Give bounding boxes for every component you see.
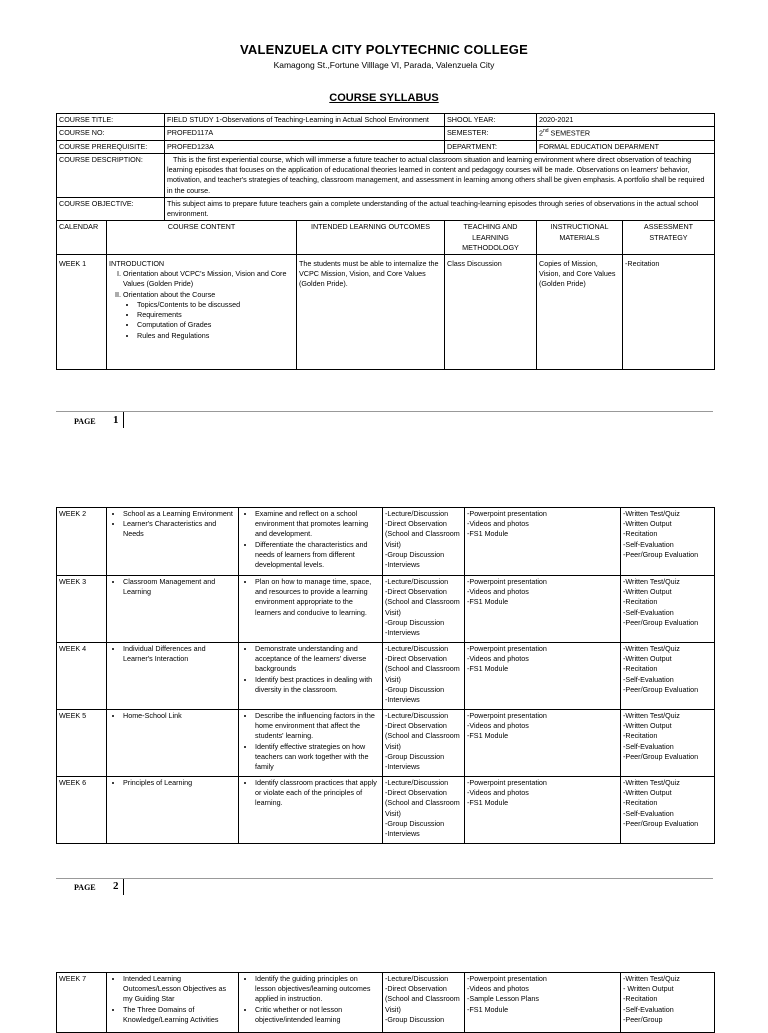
page1-number: 1 (113, 414, 119, 426)
prereq-label: COURSE PREREQUISITE: (57, 140, 165, 153)
week-methodology-item: -Lecture/Discussion (385, 974, 449, 983)
page1-separator (123, 412, 124, 428)
week1-intro: INTRODUCTION (109, 259, 165, 269)
week-materials (465, 777, 621, 844)
week-outcomes-item: • Demonstrate understanding and acceptance of the learners' diverse backgrounds (255, 644, 380, 675)
week-materials-item: -FS1 Module (467, 798, 509, 808)
info-row-prereq (57, 140, 715, 153)
week-materials-item: -Videos and photos (467, 587, 529, 597)
week-methodology (383, 777, 465, 844)
week-content-list (109, 778, 236, 788)
week-outcomes-list (241, 778, 380, 809)
week-methodology-item: -Interviews (385, 560, 420, 570)
week-methodology-list (385, 778, 462, 839)
week-assessment (621, 710, 715, 777)
week-methodology-list (385, 974, 462, 1025)
page2-separator (123, 879, 124, 895)
week-assessment-item: -Self-Evaluation (623, 1004, 674, 1014)
week-content-item: • Learner's Characteristics and Needs (123, 519, 236, 539)
page2-number: 2 (113, 880, 119, 892)
week-outcomes-item: • Describe the influencing factors in the home environment that affect the students' learning. (255, 711, 380, 742)
week-methodology-item: -Group Discussion (385, 684, 445, 694)
week1-items (109, 269, 294, 341)
col-outcomes: INTENDED LEARNING OUTCOMES (297, 221, 445, 255)
semester-value (537, 127, 715, 141)
week-methodology-item: -Direct Observation (School and Classroom Visit) (385, 519, 460, 549)
week-methodology-item: -Lecture/Discussion (385, 644, 449, 653)
week-outcomes-item: • Plan on how to manage time, space, and resources to provide a learning environment appropriate to the learners and conducive to learning. (255, 577, 380, 618)
week-assessment (621, 777, 715, 844)
week1-sub-item: • Requirements (137, 310, 294, 320)
syllabus-table-page1 (56, 113, 715, 370)
week-materials-item: -Videos and photos (467, 519, 529, 529)
week-content-item: • School as a Learning Environment (123, 509, 236, 519)
week-assessment-list (623, 974, 712, 1025)
week-methodology-item: -Group Discussion (385, 818, 445, 828)
description-value: This is the first experiential course, which will immerse a future teacher to actual classroom situation and learning environment where direct observation of teaching learning episodes that focuses on the application of educational theories learned in content and pedagogy courses will be made. Observations on learners' behavior, motivation, and teacher's strategies of teaching, classroom management, and assessment in learning among others shall be given emphasis. A portfolio shall be required in the course. (165, 154, 715, 198)
week-methodology (383, 508, 465, 576)
week-label: WEEK 6 (57, 777, 107, 844)
week-assessment-item: -Self-Evaluation (623, 539, 674, 549)
week-label: WEEK 3 (57, 576, 107, 643)
week-assessment-item: -Written Test/Quiz (623, 711, 680, 720)
objective-label: COURSE OBJECTIVE: (57, 197, 165, 220)
week-assessment-item: -Peer/Group Evaluation (623, 549, 699, 559)
week-materials-item: -Videos and photos (467, 788, 529, 798)
week1-methodology: Class Discussion (445, 255, 537, 370)
week-materials-item: -FS1 Module (467, 1004, 509, 1014)
week-materials-item: -Videos and photos (467, 721, 529, 731)
week-methodology-item: -Group Discussion (385, 549, 445, 559)
week-materials-item: -FS1 Module (467, 529, 509, 539)
week1-item-text: Orientation about the Course (123, 289, 216, 299)
prereq-value: PROFED123A (165, 140, 445, 153)
week-outcomes (239, 508, 383, 576)
week1-row (57, 255, 715, 370)
week-label: WEEK 2 (57, 508, 107, 576)
page1-footer-line (56, 411, 713, 412)
col-methodology: TEACHING AND LEARNING METHODOLOGY (445, 221, 537, 255)
course-no-value: PROFED117A (165, 127, 445, 141)
week-assessment-item: -Written Output (623, 654, 672, 664)
college-name: VALENZUELA CITY POLYTECHNIC COLLEGE (240, 42, 528, 57)
week-assessment-item: -Self-Evaluation (623, 674, 674, 684)
week-outcomes-list (241, 509, 380, 570)
week-materials-list (467, 644, 618, 675)
week-outcomes (239, 777, 383, 844)
week-assessment-item: -Written Test/Quiz (623, 974, 680, 983)
week-assessment-item: -Self-Evaluation (623, 741, 674, 751)
course-title-value: FIELD STUDY 1-Observations of Teaching-Learning in Actual School Environment (165, 114, 445, 127)
week-assessment-item: -Recitation (623, 731, 658, 741)
week-assessment-item: -Peer/Group (623, 1014, 663, 1024)
college-address: Kamagong St.,Fortune Villlage VI, Parada, Valenzuela City (273, 60, 495, 70)
week-materials-list (467, 974, 618, 1015)
week-content-item: • Individual Differences and Learner's Interaction (123, 644, 236, 664)
week-assessment-item: -Peer/Group Evaluation (623, 751, 699, 761)
week-assessment-item: -Recitation (623, 664, 658, 674)
week-assessment-item: -Written Test/Quiz (623, 509, 680, 518)
week-materials (465, 576, 621, 643)
week-assessment-item: -Peer/Group Evaluation (623, 617, 699, 627)
week1-sub-item: • Computation of Grades (137, 320, 294, 330)
col-calendar: CALENDAR (57, 221, 107, 255)
week-content-list (109, 644, 236, 664)
department-label: DEPARTMENT: (445, 140, 537, 153)
semester-sup: nd (543, 128, 549, 135)
week-assessment-list (623, 778, 712, 829)
info-row-title (57, 114, 715, 127)
week-materials-item: -Powerpoint presentation (467, 644, 547, 653)
week1-materials: Copies of Mission, Vision, and Core Values (Golden Pride) (537, 255, 623, 370)
week-methodology-list (385, 644, 462, 705)
week1-label: WEEK 1 (57, 255, 107, 370)
week-label: WEEK 7 (57, 973, 107, 1033)
week-methodology-item: -Lecture/Discussion (385, 711, 449, 720)
week-assessment-item: -Recitation (623, 529, 658, 539)
week-methodology-item: -Group Discussion (385, 1014, 445, 1024)
week-materials-item: -Powerpoint presentation (467, 509, 547, 518)
week-outcomes-list (241, 644, 380, 695)
week-content (107, 643, 239, 710)
week-content-item: • Home-School Link (123, 711, 236, 721)
week-content-list (109, 711, 236, 721)
week-assessment-item: -Written Output (623, 587, 672, 597)
week1-sub-items (123, 300, 294, 341)
week-materials (465, 710, 621, 777)
week-materials-list (467, 577, 618, 608)
week-content (107, 777, 239, 844)
week-content-list (109, 577, 236, 597)
week1-assessment: -Recitation (623, 255, 715, 370)
week-outcomes-item: • Differentiate the characteristics and needs of learners from different developmental levels. (255, 540, 380, 571)
school-year-label: SHOOL YEAR: (445, 114, 537, 127)
week-materials-item: -Powerpoint presentation (467, 974, 547, 983)
week-materials-item: -Videos and photos (467, 984, 529, 994)
week-outcomes (239, 643, 383, 710)
course-no-label: COURSE NO: (57, 127, 165, 141)
week-methodology-item: -Interviews (385, 762, 420, 772)
week-methodology (383, 643, 465, 710)
week-outcomes-item: • Identify best practices in dealing with diversity in the classroom. (255, 675, 380, 695)
week-outcomes-item: • Examine and reflect on a school environment that promotes learning and development. (255, 509, 380, 540)
semester-num: 2 (539, 128, 543, 138)
week-methodology-item: -Direct Observation (School and Classroom Visit) (385, 788, 460, 818)
week-methodology-item: -Direct Observation (School and Classroom Visit) (385, 654, 460, 684)
week-materials-item: -Videos and photos (467, 654, 529, 664)
page1-label: PAGE (74, 417, 96, 426)
description-label: COURSE DESCRIPTION: (57, 154, 165, 198)
column-header-row (57, 221, 715, 255)
week-materials-list (467, 509, 618, 540)
week-content (107, 576, 239, 643)
week-content-item: • Classroom Management and Learning (123, 577, 236, 597)
week-content (107, 508, 239, 576)
week-materials-item: -FS1 Module (467, 597, 509, 607)
week-materials (465, 508, 621, 576)
week-methodology-list (385, 711, 462, 772)
syllabus-title-text: COURSE SYLLABUS (329, 92, 439, 104)
week-content (107, 710, 239, 777)
week-methodology-list (385, 577, 462, 638)
week-assessment-item: -Written Output (623, 788, 672, 798)
week-assessment (621, 576, 715, 643)
week-assessment-list (623, 509, 712, 560)
week-materials-list (467, 778, 618, 809)
week1-sub-item: • Rules and Regulations (137, 331, 294, 341)
department-value: FORMAL EDUCATION DEPARMENT (537, 140, 715, 153)
week-materials (465, 643, 621, 710)
week-row (57, 576, 715, 643)
week-assessment (621, 643, 715, 710)
info-row-objective (57, 197, 715, 220)
col-assessment: ASSESSMENT STRATEGY (623, 221, 715, 255)
week-assessment-item: -Self-Evaluation (623, 808, 674, 818)
week-methodology-item: -Interviews (385, 695, 420, 705)
week-assessment-item: -Written Test/Quiz (623, 778, 680, 787)
week-assessment-item: -Written Output (623, 519, 672, 529)
week-row (57, 508, 715, 576)
week-materials-item: -Powerpoint presentation (467, 778, 547, 787)
week-assessment-item: -Written Test/Quiz (623, 577, 680, 586)
week-assessment-item: -Written Test/Quiz (623, 644, 680, 653)
week-methodology-list (385, 509, 462, 570)
week-row (57, 777, 715, 844)
week-assessment-item: -Peer/Group Evaluation (623, 818, 699, 828)
week-outcomes (239, 710, 383, 777)
semester-word: SEMESTER (548, 128, 591, 138)
page2-label: PAGE (74, 883, 96, 892)
week-content-item: • Intended Learning Outcomes/Lesson Objectives as my Guiding Star (123, 974, 236, 1005)
week-outcomes-item: • Critic whether or not lesson objective/intended learning (255, 1005, 380, 1025)
week-label: WEEK 4 (57, 643, 107, 710)
week1-content (107, 255, 297, 370)
page2-footer-line (56, 878, 713, 879)
week-materials-item: -FS1 Module (467, 664, 509, 674)
week-methodology-item: -Group Discussion (385, 751, 445, 761)
week-assessment-item: -Written Output (623, 721, 672, 731)
semester-label: SEMESTER: (445, 127, 537, 141)
week1-item: I. Orientation about VCPC's Mission, Vision and Core Values (Golden Pride) (123, 269, 294, 289)
week-materials-item: -Sample Lesson Plans (467, 994, 539, 1004)
syllabus-table-page2 (56, 507, 715, 844)
week-assessment-item: -Recitation (623, 994, 658, 1004)
week-assessment-item: - Written Output (623, 984, 674, 994)
week-methodology (383, 710, 465, 777)
school-year-value: 2020-2021 (537, 114, 715, 127)
objective-value: This subject aims to prepare future teachers gain a complete understanding of the actual teaching-learning episodes through series of observations in the actual school environment. (165, 197, 715, 220)
week-materials-list (467, 711, 618, 742)
week-methodology-item: -Direct Observation (School and Classroom Visit) (385, 721, 460, 751)
week-outcomes-list (241, 577, 380, 618)
course-title-label: COURSE TITLE: (57, 114, 165, 127)
info-row-courseno (57, 127, 715, 141)
week-outcomes-item: • Identify classroom practices that apply or violate each of the principles of learning. (255, 778, 380, 809)
week-methodology-item: -Lecture/Discussion (385, 577, 449, 586)
week-materials-item: -Powerpoint presentation (467, 577, 547, 586)
col-materials: INSTRUCTIONAL MATERIALS (537, 221, 623, 255)
week-content-list (109, 509, 236, 540)
week-materials-item: -Powerpoint presentation (467, 711, 547, 720)
week-assessment-list (623, 577, 712, 628)
week-assessment-item: -Self-Evaluation (623, 607, 674, 617)
week1-outcome: The students must be able to internalize the VCPC Mission, Vision, and Core Values (Golden Pride). (297, 255, 445, 370)
week-methodology-item: -Lecture/Discussion (385, 778, 449, 787)
week-methodology-item: -Interviews (385, 628, 420, 638)
week-methodology-item: -Group Discussion (385, 617, 445, 627)
week-outcomes-item: • Identify the guiding principles on lesson objectives/learning outcomes applied in instruction. (255, 974, 380, 1005)
week-assessment (621, 508, 715, 576)
syllabus-title (0, 92, 768, 104)
week1-item (123, 290, 294, 341)
week-outcomes-list (241, 974, 380, 1025)
week-methodology-item: -Lecture/Discussion (385, 509, 449, 518)
week-assessment-item: -Recitation (623, 798, 658, 808)
week-label: WEEK 5 (57, 710, 107, 777)
week-methodology-item: -Direct Observation (School and Classroom Visit) (385, 984, 460, 1014)
week-methodology (383, 576, 465, 643)
week-assessment-item: -Peer/Group Evaluation (623, 684, 699, 694)
week-assessment-item: -Recitation (623, 597, 658, 607)
week-assessment-list (623, 644, 712, 695)
week-outcomes-list (241, 711, 380, 772)
week-assessment-list (623, 711, 712, 762)
week-row (57, 710, 715, 777)
info-row-description (57, 154, 715, 198)
week-methodology-item: -Interviews (385, 829, 420, 839)
week-content-item: • Principles of Learning (123, 778, 236, 788)
week-row (57, 643, 715, 710)
week-methodology-item: -Direct Observation (School and Classroom Visit) (385, 587, 460, 617)
week1-sub-item: • Topics/Contents to be discussed (137, 300, 294, 310)
week-materials-item: -FS1 Module (467, 731, 509, 741)
week-outcomes-item: • Identify effective strategies on how teachers can work together with the family (255, 742, 380, 773)
week-content-list (109, 974, 236, 1025)
week-outcomes (239, 576, 383, 643)
col-content: COURSE CONTENT (107, 221, 297, 255)
week-content-item: • The Three Domains of Knowledge/Learning Activities (123, 1005, 236, 1025)
